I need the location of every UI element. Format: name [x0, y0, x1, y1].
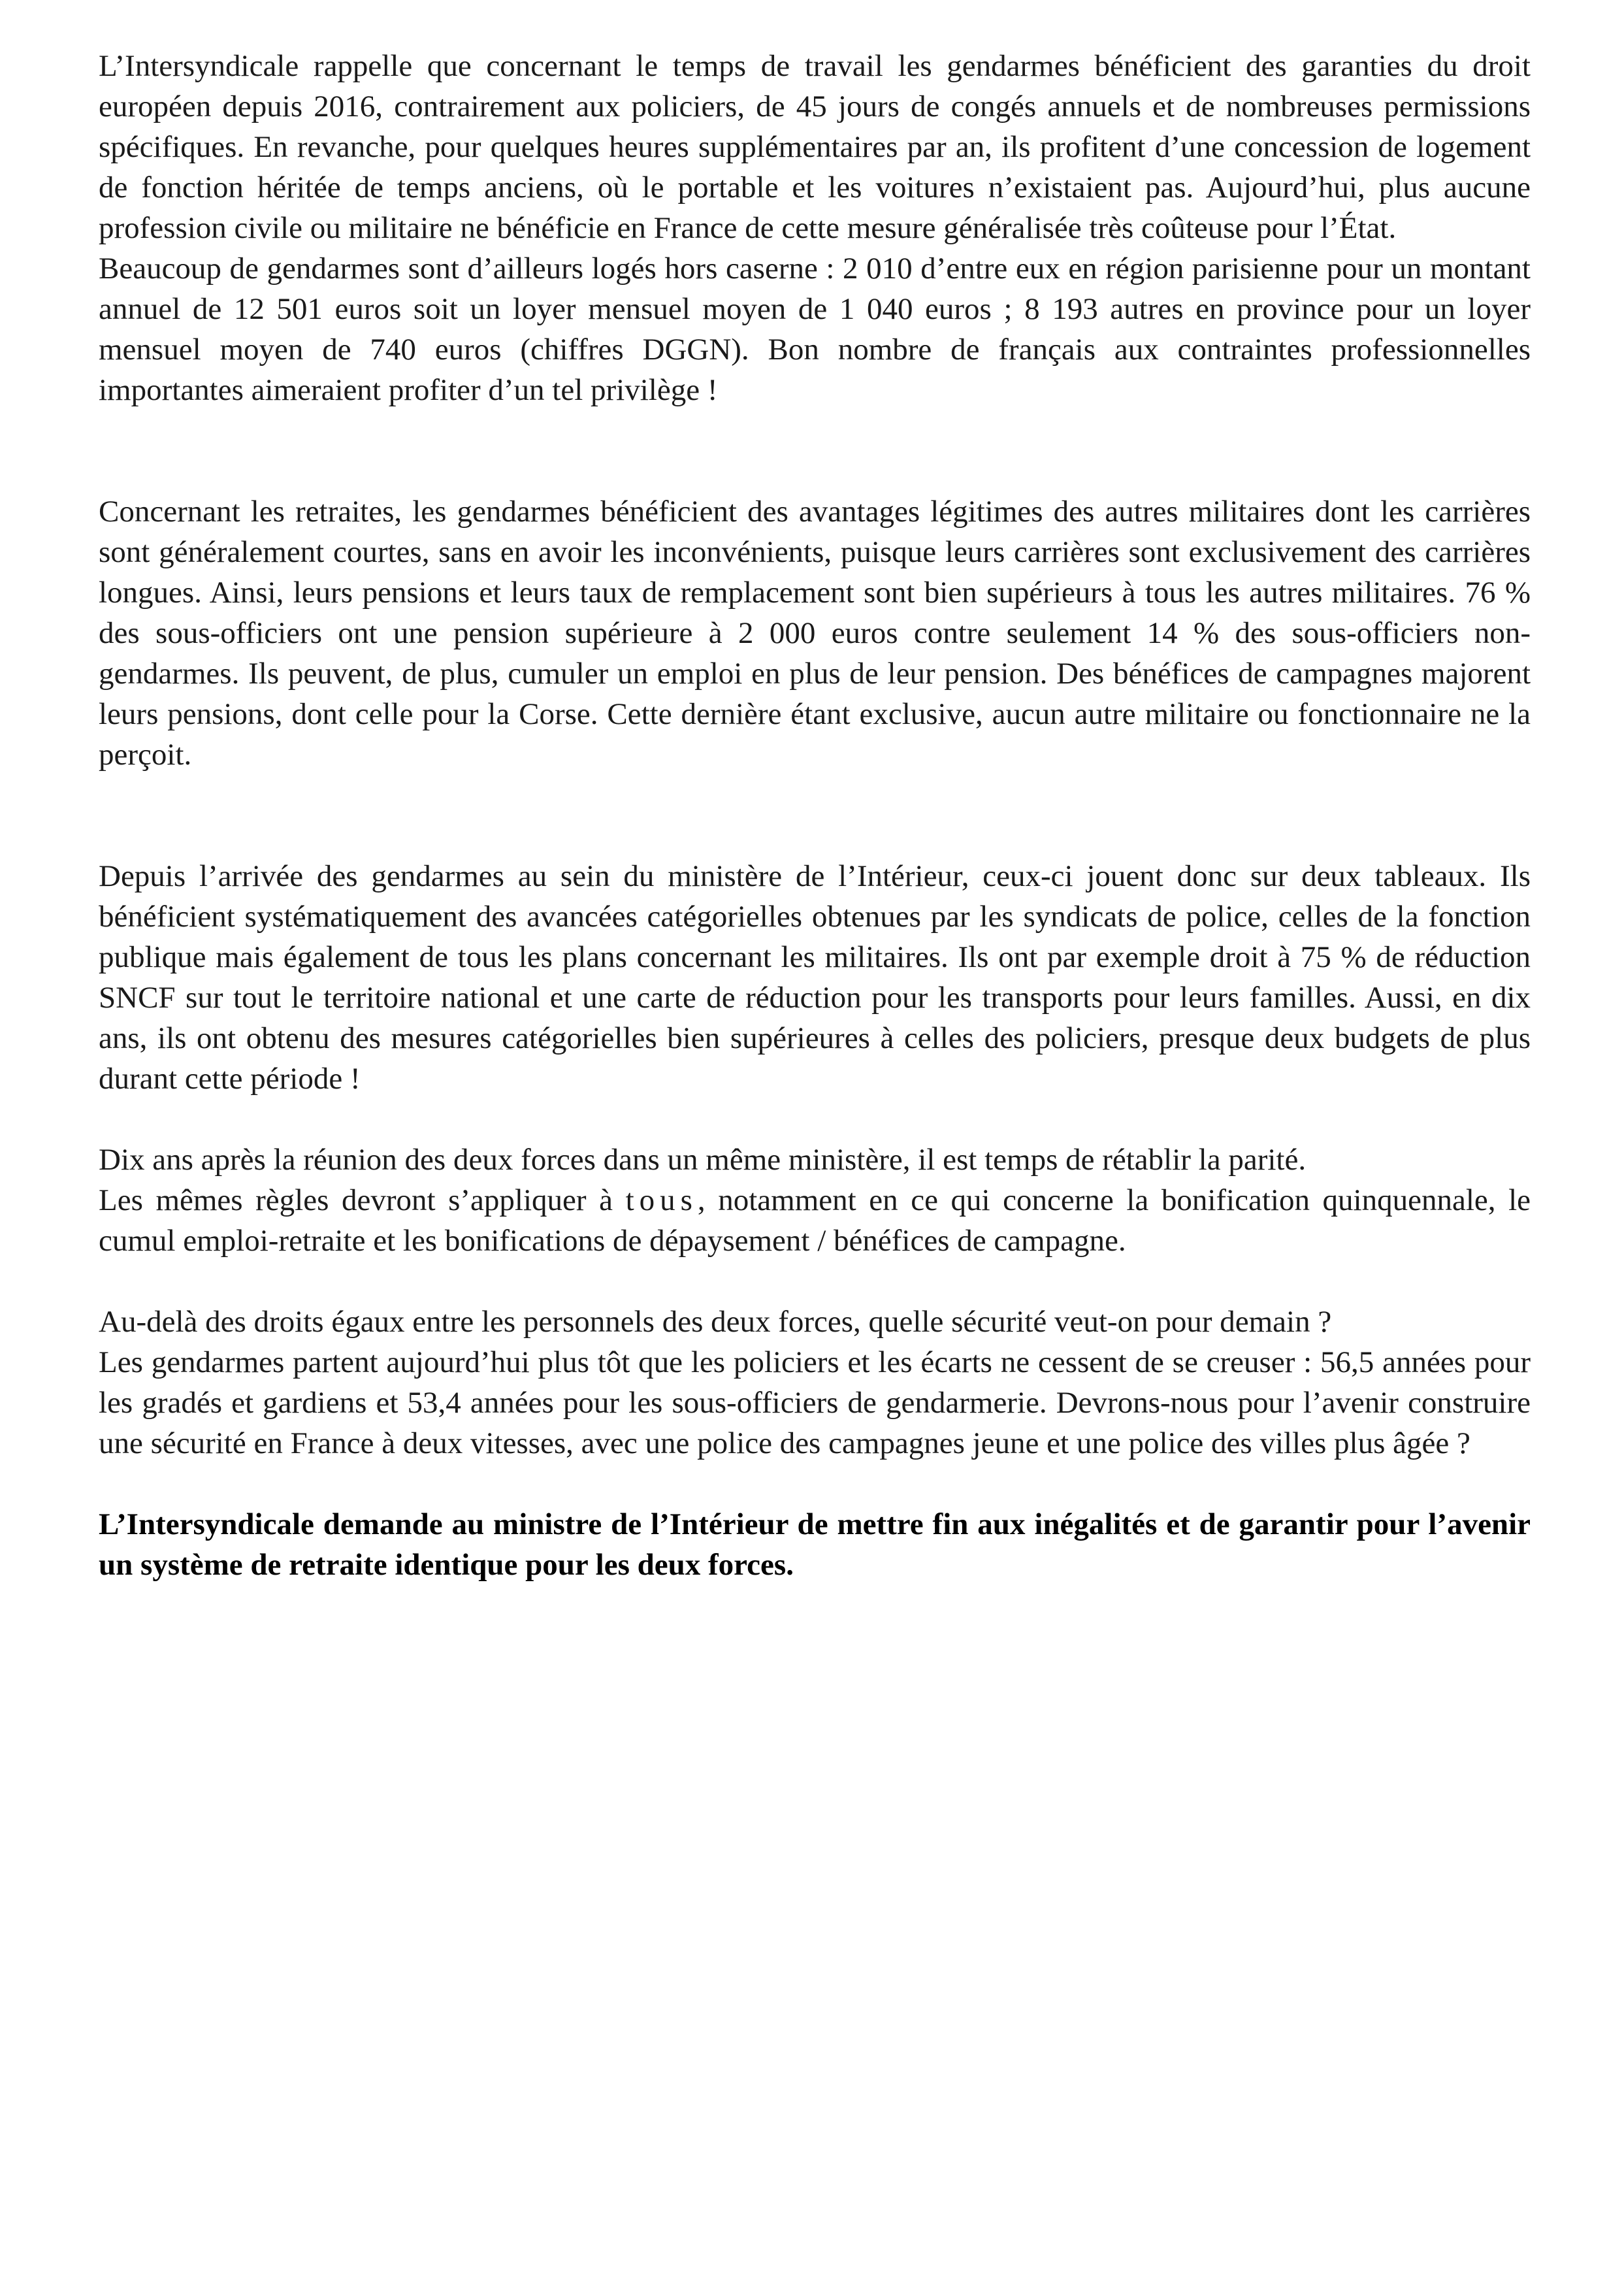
- paragraph-same-rules: [99, 1180, 1531, 1261]
- paragraph-retirement: Concernant les retraites, les gendarmes bénéficient des avantages légitimes des autres militaires dont les carrières sont généralement courtes, sans en avoir les inconvénients, puisque leurs carrières sont exclusivement des carrières longues. Ainsi, leurs pensions et leurs taux de remplacement sont bien supérieurs à tous les autres militaires. 76 % des sous-officiers ont une pension supérieure à 2 000 euros contre seulement 14 % des sous-officiers non-gendarmes. Ils peuvent, de plus, cumuler un emploi en plus de leur pension. Des bénéfices de campagnes majorent leurs pensions, dont celle pour la Corse. Cette dernière étant exclusive, aucun autre militaire ou fonctionnaire ne la perçoit.: [99, 495, 1531, 772]
- same-rules-end: , notamment en ce qui concerne la bonification quinquennale, le cumul emploi-retraite et les bonifications de dépaysement / bénéfices de campagne.: [99, 1183, 1531, 1258]
- paragraph-working-time: L’Intersyndicale rappelle que concernant le temps de travail les gendarmes bénéficient des garanties du droit européen depuis 2016, contrairement aux policiers, de 45 jours de congés annuels et de nombreuses permissions spécifiques. En revanche, pour quelques heures supplémentaires par an, ils profitent d’une concession de logement de fonction héritée de temps anciens, où le portable et les voitures n’existaient pas. Aujourd’hui, plus aucune profession civile ou militaire ne bénéficie en France de cette mesure généralisée très coûteuse pour l’État.: [99, 49, 1531, 245]
- paragraph-retirement-age: Les gendarmes partent aujourd’hui plus tôt que les policiers et les écarts ne cessent de se creuser : 56,5 années pour les gradés et gardiens et 53,4 années pour les sous-officiers de gendarmerie. Devrons-nous pour l’avenir construire une sécurité en France à deux vitesses, avec une police des campagnes jeune et une police des villes plus âgée ?: [99, 1345, 1531, 1460]
- paragraph-parity: Dix ans après la réunion des deux forces dans un même ministère, il est temps de rétablir la parité.: [99, 1143, 1307, 1177]
- paragraph-spacer: [99, 410, 1531, 491]
- paragraph-conclusion: L’Intersyndicale demande au ministre de l’Intérieur de mettre fin aux inégalités et de garantir pour l’avenir un système de retraite identique pour les deux forces.: [99, 1507, 1531, 1582]
- same-rules-start: Les mêmes règles devront s’appliquer à: [99, 1183, 626, 1217]
- paragraph-spacer: [99, 775, 1531, 856]
- paragraph-housing: Beaucoup de gendarmes sont d’ailleurs logés hors caserne : 2 010 d’entre eux en région parisienne pour un montant annuel de 12 501 euros soit un loyer mensuel moyen de 1 040 euros ; 8 193 autres en province pour un loyer mensuel moyen de 740 euros (chiffres DGGN). Bon nombre de français aux contraintes professionnelles importantes aimeraient profiter d’un tel privilège !: [99, 252, 1531, 407]
- document-page: [99, 46, 1531, 1585]
- paragraph-spacer: [99, 1261, 1531, 1302]
- same-rules-emphasis: tous: [625, 1183, 698, 1217]
- paragraph-ministry: Depuis l’arrivée des gendarmes au sein du ministère de l’Intérieur, ceux-ci jouent donc sur deux tableaux. Ils bénéficient systématiquement des avancées catégorielles obtenues par les syndicats de police, celles de la fonction publique mais également de tous les plans concernant les militaires. Ils ont par exemple droit à 75 % de réduction SNCF sur tout le territoire national et une carte de réduction pour les transports pour leurs familles. Aussi, en dix ans, ils ont obtenu des mesures catégorielles bien supérieures à celles des policiers, presque deux budgets de plus durant cette période !: [99, 859, 1531, 1096]
- paragraph-security-question: Au-delà des droits égaux entre les personnels des deux forces, quelle sécurité veut-on pour demain ?: [99, 1305, 1332, 1339]
- paragraph-spacer: [99, 1464, 1531, 1504]
- paragraph-spacer: [99, 1099, 1531, 1139]
